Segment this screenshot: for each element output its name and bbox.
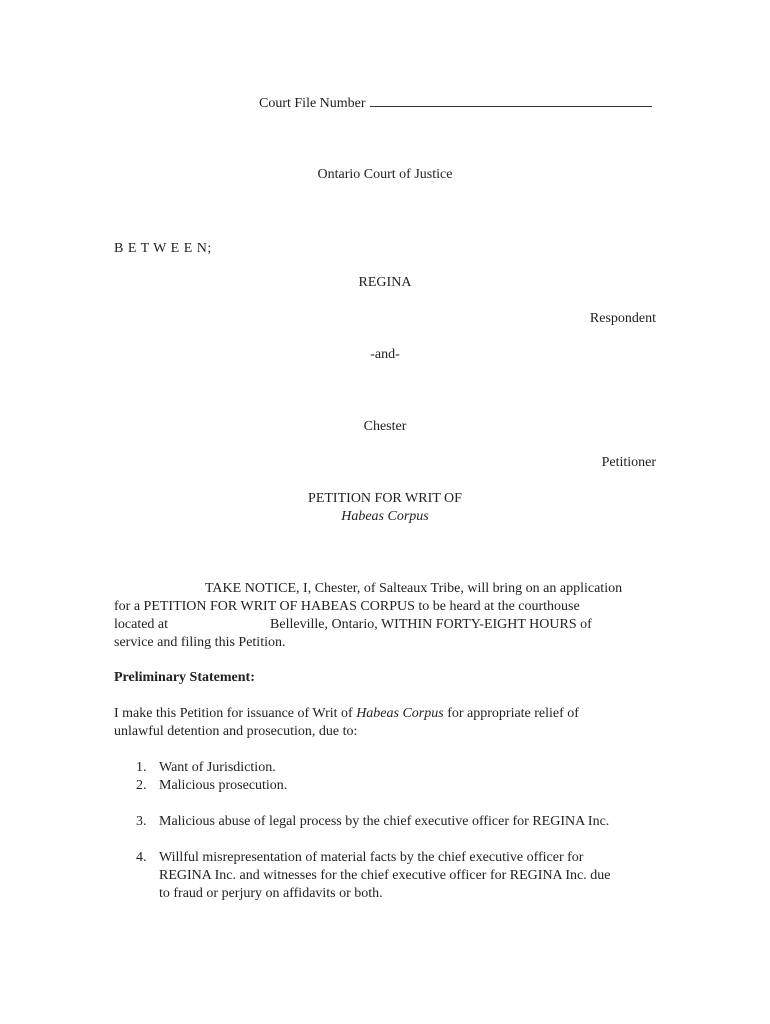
notice-line-3 (114, 616, 659, 634)
ground-text: Want of Jurisdiction. (159, 760, 276, 775)
ground-text-line-1: Willful misrepresentation of material facts by the chief executive officer for (159, 850, 584, 865)
notice-paragraph (114, 580, 659, 652)
notice-line-3-start: located at (114, 617, 169, 632)
preliminary-line-1-start: I make this Petition for issuance of Writ of (114, 706, 357, 721)
ground-text: Malicious abuse of legal process by the chief executive officer for REGINA Inc. (159, 814, 610, 829)
petition-subtitle: Habeas Corpus (341, 509, 429, 524)
ground-item-4 (136, 849, 661, 903)
ground-text-line-2: REGINA Inc. and witnesses for the chief executive officer for REGINA Inc. due (159, 868, 611, 883)
ground-text: Malicious prosecution. (159, 778, 288, 793)
respondent-name: REGINA (358, 275, 412, 290)
ground-item-2 (136, 777, 661, 795)
court-file-number-blank (370, 94, 652, 107)
preliminary-line-1 (114, 705, 659, 723)
court-file-number-label: Court File Number (259, 96, 366, 111)
petition-title: PETITION FOR WRIT OF (308, 491, 462, 506)
notice-line-2: for a PETITION FOR WRIT OF HABEAS CORPUS to be heard at the courthouse (114, 599, 580, 614)
court-name: Ontario Court of Justice (317, 167, 453, 182)
notice-line-3-end: Belleville, Ontario, WITHIN FORTY-EIGHT HOURS of (270, 617, 592, 632)
preliminary-line-1-end: for appropriate relief of (443, 706, 579, 721)
ground-number: 1. (136, 760, 147, 775)
respondent-role: Respondent (589, 311, 656, 326)
notice-line-4: service and filing this Petition. (114, 635, 286, 650)
preliminary-line-2: unlawful detention and prosecution, due to: (114, 724, 358, 739)
ground-number: 2. (136, 778, 147, 793)
court-file-number-line (259, 94, 652, 113)
notice-line-1: TAKE NOTICE, I, Chester, of Salteaux Tribe, will bring on an application (205, 581, 623, 596)
preliminary-line-1-italic: Habeas Corpus (356, 706, 444, 721)
preliminary-heading: Preliminary Statement: (114, 670, 255, 685)
between-label: B E T W E E N; (114, 241, 212, 256)
petitioner-name: Chester (363, 419, 407, 434)
ground-number: 3. (136, 814, 147, 829)
petitioner-role: Petitioner (601, 455, 656, 470)
ground-number: 4. (136, 850, 147, 865)
preliminary-paragraph (114, 705, 659, 741)
ground-item-1 (136, 759, 661, 777)
ground-text-line-3: to fraud or perjury on affidavits or both. (159, 886, 383, 901)
ground-item-3 (136, 813, 661, 831)
and-separator: -and- (370, 347, 400, 362)
